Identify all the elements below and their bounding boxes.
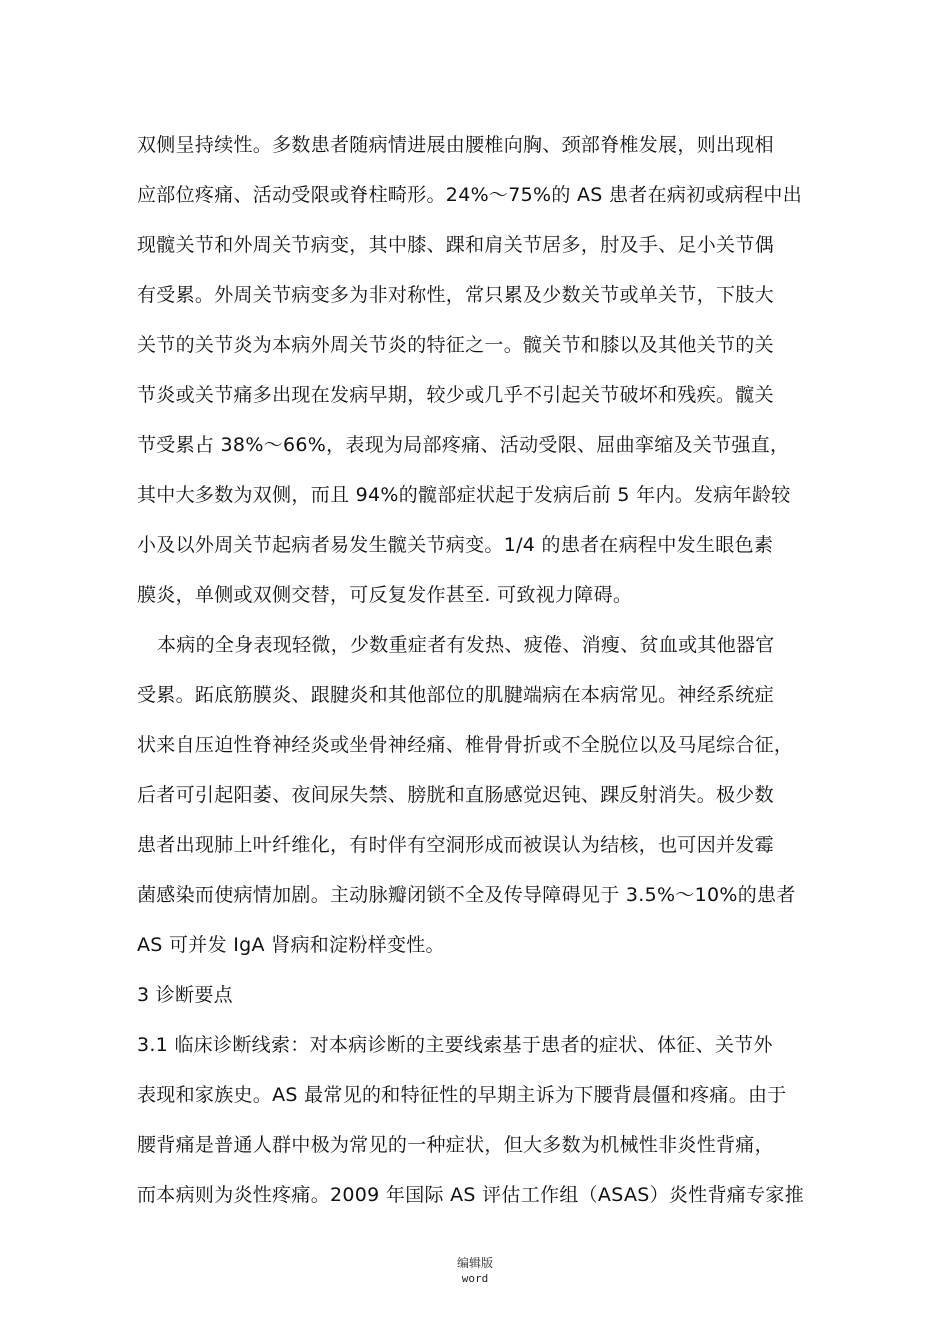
text-line: 表现和家族史。AS 最常见的和特征性的早期主诉为下腰背晨僵和疼痛。由于 xyxy=(137,1084,787,1106)
text-line: 本病的全身表现轻微，少数重症者有发热、疲倦、消瘦、贫血或其他器官 xyxy=(157,634,775,656)
paragraph-2 xyxy=(137,620,827,970)
text-line: 而本病则为炎性疼痛。2009 年国际 AS 评估工作组（ASAS）炎性背痛专家推 xyxy=(137,1184,805,1206)
text-line: 其中大多数为双侧，而且 94%的髋部症状起于发病后前 5 年内。发病年龄较 xyxy=(137,484,791,506)
text-line: 3.1 临床诊断线索：对本病诊断的主要线索基于患者的症状、体征、关节外 xyxy=(137,1034,773,1056)
document-body xyxy=(137,120,827,1220)
paragraph-1 xyxy=(137,120,827,620)
text-line: 双侧呈持续性。多数患者随病情进展由腰椎向胸、颈部脊椎发展，则出现相 xyxy=(137,134,774,156)
text-line: 腰背痛是普通人群中极为常见的一种症状，但大多数为机械性非炎性背痛， xyxy=(137,1134,774,1156)
text-line: 有受累。外周关节病变多为非对称性，常只累及少数关节或单关节，下肢大 xyxy=(137,284,774,306)
text-line: AS 可并发 IgA 肾病和淀粉样变性。 xyxy=(137,934,445,956)
section-heading-3 xyxy=(137,970,827,1020)
text-line: 受累。跖底筋膜炎、跟腱炎和其他部位的肌腱端病在本病常见。神经系统症 xyxy=(137,684,774,706)
footer-label: 编辑版 xyxy=(456,1256,493,1270)
section-heading: 3 诊断要点 xyxy=(137,984,233,1006)
text-line: 应部位疼痛、活动受限或脊柱畸形。24%～75%的 AS 患者在病初或病程中出 xyxy=(137,184,802,206)
text-line: 节受累占 38%～66%，表现为局部疼痛、活动受限、屈曲挛缩及关节强直， xyxy=(137,434,790,456)
text-line: 患者出现肺上叶纤维化，有时伴有空洞形成而被误认为结核，也可因并发霉 xyxy=(137,834,774,856)
text-line: 关节的关节炎为本病外周关节炎的特征之一。髋关节和膝以及其他关节的关 xyxy=(137,334,774,356)
footer-word: word xyxy=(461,1272,489,1285)
text-line: 后者可引起阳萎、夜间尿失禁、膀胱和直肠感觉迟钝、踝反射消失。极少数 xyxy=(137,784,774,806)
text-line: 状来自压迫性脊神经炎或坐骨神经痛、椎骨骨折或不全脱位以及马尾综合征， xyxy=(137,734,794,756)
text-line: 现髋关节和外周关节病变，其中膝、踝和肩关节居多，肘及手、足小关节偶 xyxy=(137,234,774,256)
text-line: 小及以外周关节起病者易发生髋关节病变。1/4 的患者在病程中发生眼色素 xyxy=(137,534,774,556)
text-line: 膜炎，单侧或双侧交替，可反复发作甚至. 可致视力障碍。 xyxy=(137,584,633,606)
text-line: 菌感染而使病情加剧。主动脉瓣闭锁不全及传导障碍见于 3.5%～10%的患者 xyxy=(137,884,796,906)
paragraph-3 xyxy=(137,1020,827,1220)
text-line: 节炎或关节痛多出现在发病早期，较少或几乎不引起关节破坏和残疾。髋关 xyxy=(137,384,774,406)
